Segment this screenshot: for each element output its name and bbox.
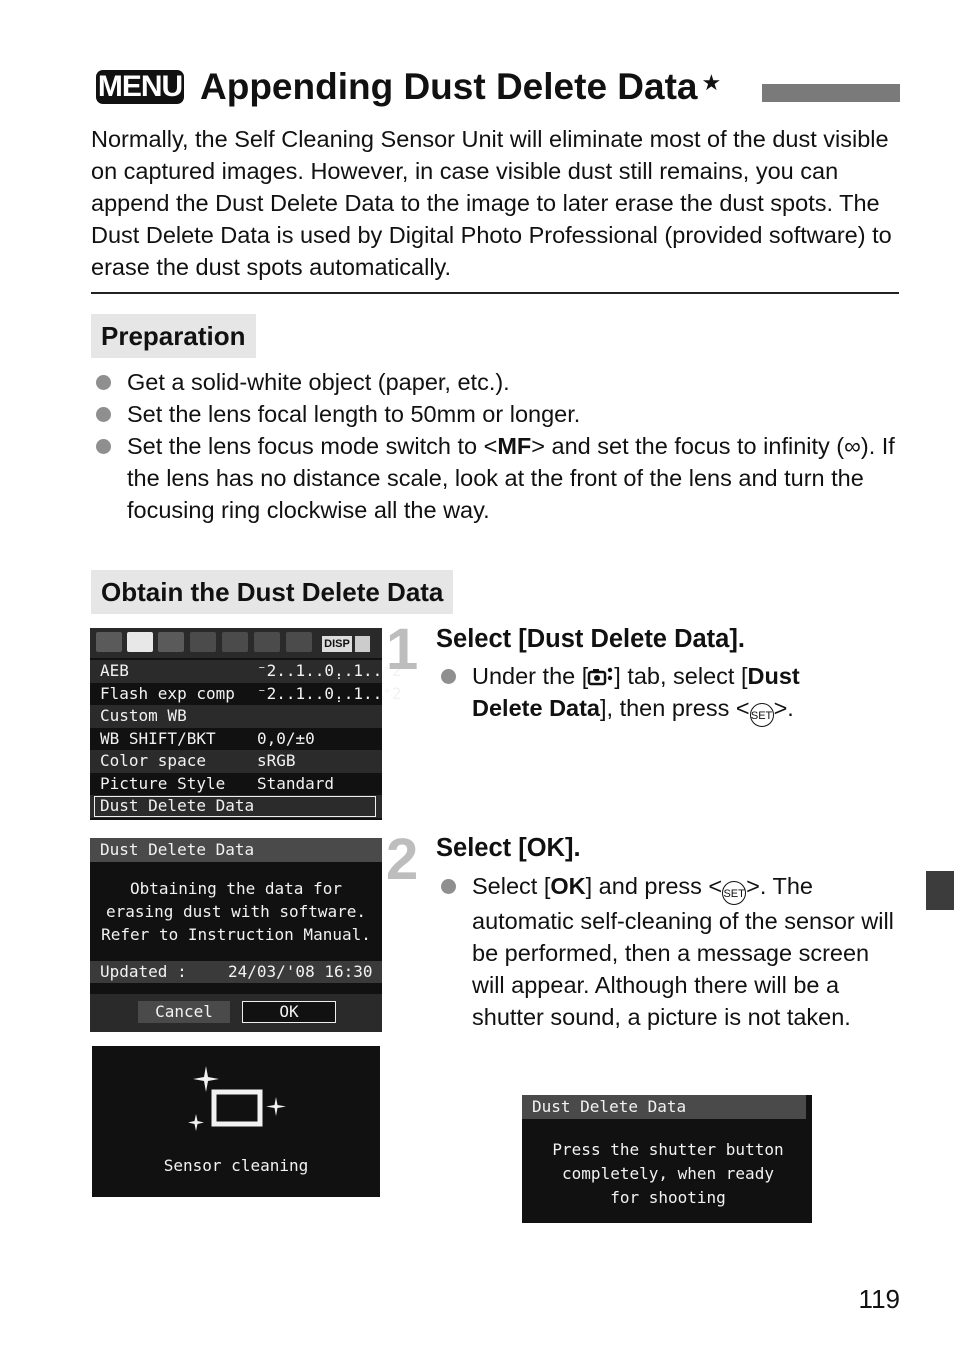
screen-message: completely, when ready xyxy=(562,1164,774,1183)
step2-title: Select [OK]. xyxy=(436,834,581,862)
intro-paragraph: Normally, the Self Cleaning Sensor Unit will eliminate most of the dust visible on captured images. However, in case visible dust still remains, you can append the Dust Delete Data to the image to later erase the dust spots. The Dust Delete Data is used by Digital Photo Professional (provided software) to erase the dust spots automatically. xyxy=(91,126,892,280)
custom-tab-icon xyxy=(254,632,280,652)
list-item: Get a solid-white object (paper, etc.). xyxy=(96,366,906,398)
cancel-button: Cancel xyxy=(138,1001,230,1023)
camera-menu-screen xyxy=(90,628,402,820)
menu-row: Custom WB xyxy=(90,705,382,728)
disp-icon: DISP xyxy=(322,636,352,652)
screen-buttons xyxy=(90,994,382,1032)
step1-title: Select [Dust Delete Data]. xyxy=(436,625,745,653)
screen-message: Refer to Instruction Manual. xyxy=(101,925,371,944)
bullet-icon xyxy=(96,407,111,422)
setup2-tab-icon xyxy=(222,632,248,652)
star-icon: ★ xyxy=(701,70,722,95)
preparation-heading: Preparation xyxy=(91,314,256,358)
menu-row: AEB ⁻2..1..0̣..1..⁺2 xyxy=(90,660,382,683)
list-item: Set the lens focus mode switch to <MF> and set the focus to infinity (∞). If the lens has no distance scale, look at the front of the lens and turn the focusing ring clockwise all the way. xyxy=(96,430,906,526)
screen-message: erasing dust with software. xyxy=(105,902,367,921)
sensor-cleaning-screen xyxy=(92,1046,380,1197)
screen-title: Dust Delete Data xyxy=(90,838,382,862)
divider xyxy=(91,292,899,294)
screen-message: for shooting xyxy=(610,1188,726,1207)
title-decoration-bar xyxy=(762,84,900,102)
menu-row: WB SHIFT/BKT 0,0/±0 xyxy=(100,728,315,748)
sensor-cleaning-icon xyxy=(92,1046,380,1151)
menu-row-selected: Dust Delete Data xyxy=(90,795,382,818)
preparation-list xyxy=(96,366,906,526)
shutter-message-screen xyxy=(522,1095,812,1223)
obtain-heading: Obtain the Dust Delete Data xyxy=(91,570,453,614)
cleaning-label: Sensor cleaning xyxy=(163,1156,309,1175)
chapter-tab xyxy=(926,871,954,910)
ok-button: OK xyxy=(242,1001,336,1023)
screen-title: Dust Delete Data xyxy=(522,1095,806,1119)
set-button-icon: SET xyxy=(722,881,746,905)
screen-message: Obtaining the data for xyxy=(130,879,342,898)
updated-row: Updated : 24/03/'08 16:30 xyxy=(90,961,382,983)
step1-body: Under the [ ] tab, select [Dust Delete Data], then press <SET>. xyxy=(441,660,871,727)
step-number: 2 xyxy=(386,827,419,892)
dust-delete-screen xyxy=(90,838,382,1032)
page-title: Appending Dust Delete Data ★ xyxy=(200,66,722,107)
camera-tab-icon xyxy=(588,666,614,688)
list-item: Set the lens focal length to 50mm or longer. xyxy=(96,398,906,430)
step-number: 1 xyxy=(386,617,419,682)
shooting2-tab-icon xyxy=(127,632,153,652)
menu-row: Color space sRGB xyxy=(90,750,382,773)
screen-message: Press the shutter button xyxy=(552,1140,784,1159)
page-number: 119 xyxy=(858,1284,900,1314)
bullet-icon xyxy=(96,375,111,390)
menu-icon: MENU xyxy=(97,70,183,103)
setup1-tab-icon xyxy=(190,632,216,652)
step2-body: Select [OK] and press <SET>. The automatic self-cleaning of the sensor will be performed, then a message screen will appear. Although there will be a shutter sound, a picture is not taken. xyxy=(441,870,901,1033)
bullet-icon xyxy=(96,439,111,454)
bullet-icon xyxy=(441,669,456,684)
menu-row: Flash exp comp ⁻2..1..0̣..1..⁺2 xyxy=(100,683,402,703)
menu-tabs xyxy=(90,628,382,658)
set-button-icon: SET xyxy=(750,703,774,727)
shooting1-tab-icon xyxy=(96,632,122,652)
menu-row: Picture Style Standard xyxy=(100,773,335,793)
bullet-icon xyxy=(441,879,456,894)
playback-tab-icon xyxy=(158,632,184,652)
info-icon xyxy=(355,636,370,652)
mymenu-tab-icon xyxy=(286,632,312,652)
